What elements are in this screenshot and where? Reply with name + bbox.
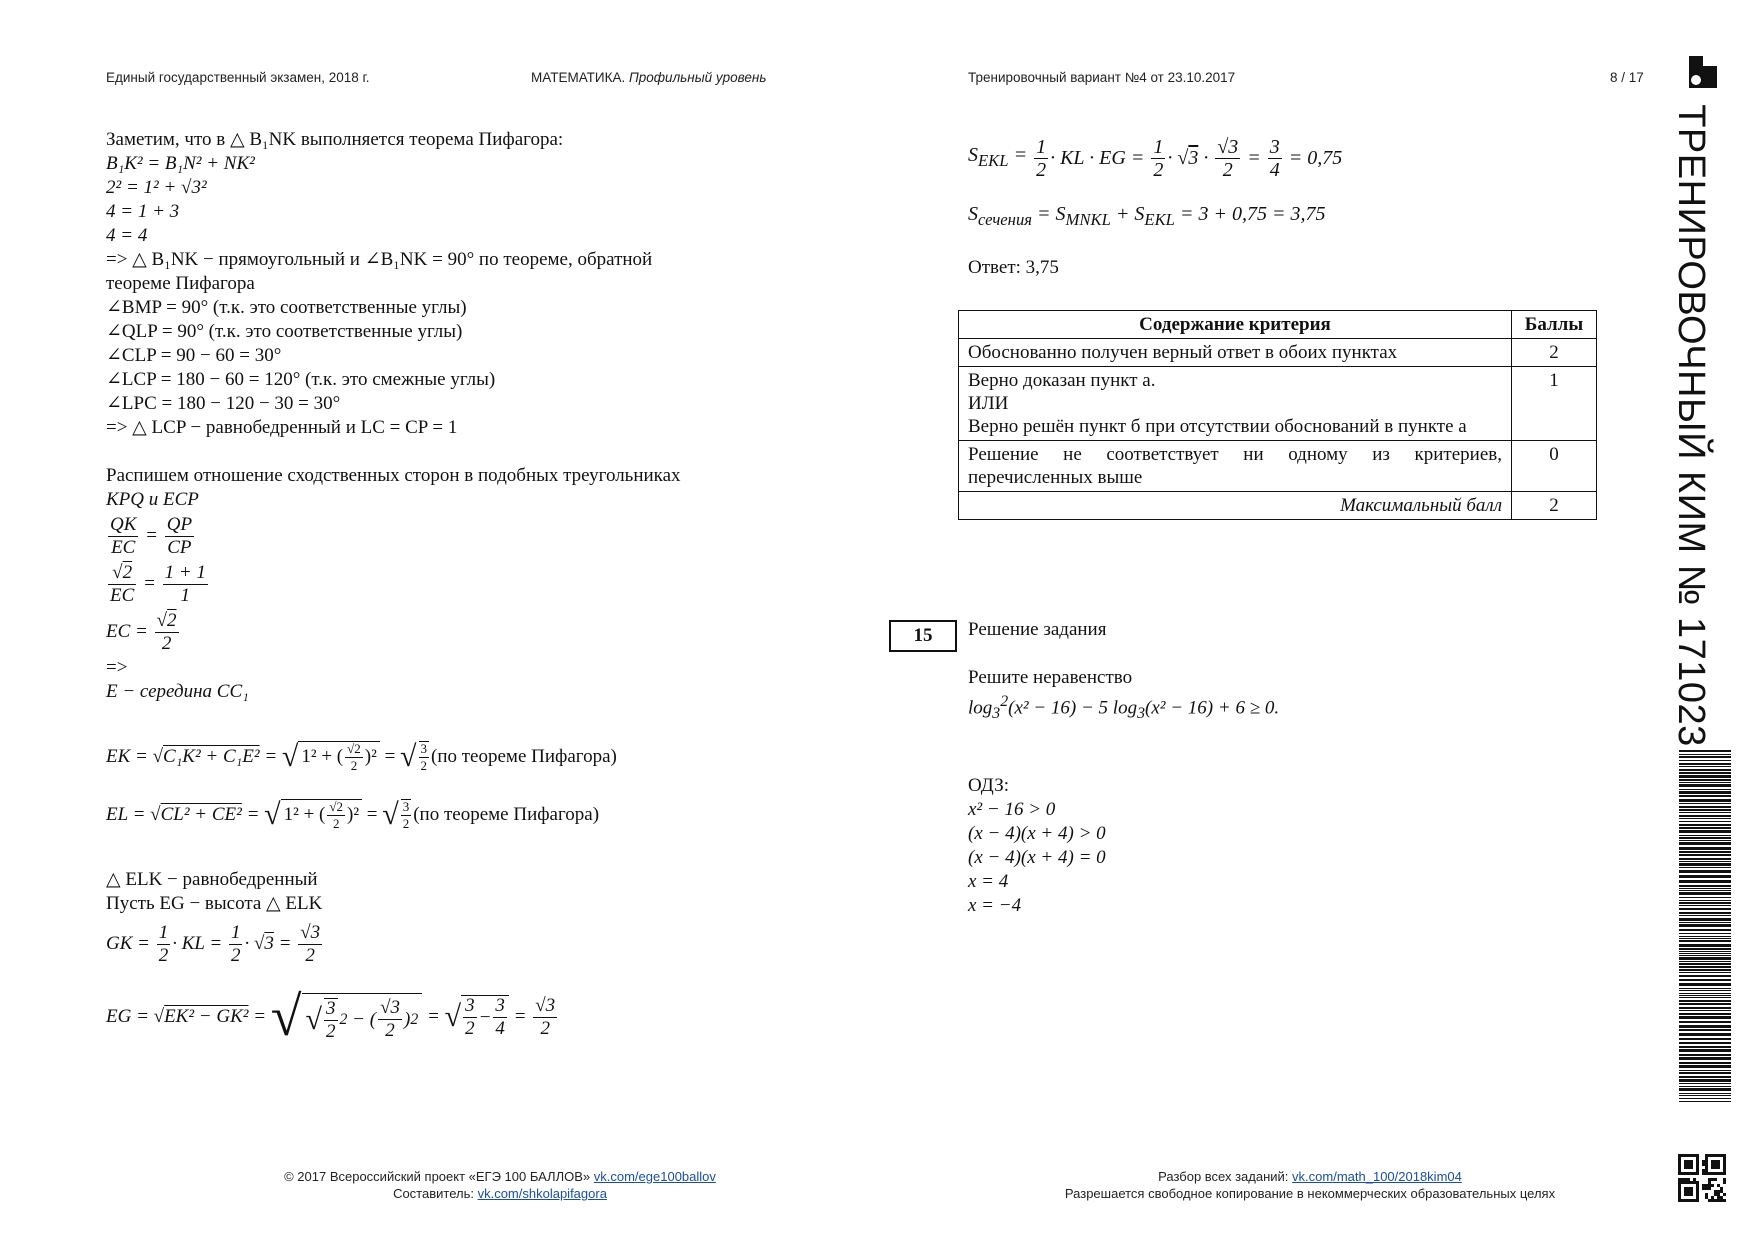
side-title	[1650, 103, 1730, 747]
frac-1-2-gk2: $\frac{1}{2}$	[230, 921, 241, 966]
ratio-eq-3: EC = $\frac{√2}{2}$	[106, 609, 177, 654]
footer-analysis-link[interactable]: vk.com/math_100/2018kim04	[1292, 1169, 1462, 1184]
eq-eg: EG = √EK² − GK² = √ √ $\frac{3}{2}$ 2 − ( $\frac{√3}{2}$ ) 2 = √ $\frac{3}{2}$ − $\frac{3}{4}$ = $\frac{√3}{2}$	[106, 986, 556, 1048]
ratio-triangles: KPQ и ECP	[106, 489, 199, 510]
right-column	[968, 128, 1608, 280]
odz-label: ОДЗ:	[968, 775, 1010, 797]
angle-clp: ∠CLP = 90 − 60 = 30°	[106, 345, 282, 366]
el-note: (по теореме Пифагора)	[413, 804, 600, 825]
header-subject	[531, 70, 766, 85]
criterion-line-1: Верно доказан пункт а.	[968, 370, 1156, 391]
criterion-line-2: ИЛИ	[968, 393, 1009, 414]
criterion-text: Решение не соответствует ни одному из критериев, перечисленных выше	[959, 441, 1512, 492]
odz-5: x = −4	[968, 895, 1022, 917]
eq-el: EL = √CL² + CE² = √ 1² + ( $\frac{√2}{2}$ )² = √ $\frac{3}{2}$ (по теореме Пифагора)	[106, 798, 600, 831]
footer-copyright-text: © 2017 Всероссийский проект «ЕГЭ 100 БАЛЛОВ»	[284, 1169, 591, 1184]
task-inequality: $\log_3^2(x^2 - 16) - 5$ $\log_3(x^2 - 16) + 6 \ge 0$.	[968, 693, 1280, 723]
eq-gk: GK = $\frac{1}{2}$ · KL = $\frac{1}{2}$ · √3 = $\frac{√3}{2}$	[106, 921, 321, 966]
side-title-text: ТРЕНИРОВОЧНЫЙ КИМ № 171023	[1669, 103, 1712, 747]
footer-author	[180, 1185, 820, 1202]
frac-3-4-eg: $\frac{3}{4}$	[495, 995, 505, 1039]
frac-3-2-eg2: $\frac{3}{2}$	[465, 995, 475, 1039]
table-header	[959, 311, 1597, 339]
criterion-text: Обоснованно получен верный ответ в обоих пунктах	[959, 339, 1512, 367]
frac-3-2-ek: $\frac{3}{2}$	[420, 741, 427, 773]
criterion-text	[959, 367, 1512, 441]
left-column	[106, 128, 766, 1062]
odz-4: x = 4	[968, 871, 1009, 893]
frac-sqrt3-2-eg: $\frac{√3}{2}$	[380, 997, 401, 1041]
frac-qk-ec: $\frac{QK}{EC}$	[110, 513, 137, 558]
conclusion-right-triangle-cont: теореме Пифагора	[106, 273, 255, 294]
isosceles-lcp: => △ LCP − равнобедренный и LC = CP = 1	[106, 417, 458, 438]
criterion-points: 1	[1512, 367, 1597, 441]
footer-license: Разрешается свободное копирование в некоммерческих образовательных целях	[1064, 1186, 1556, 1201]
table-row	[959, 367, 1597, 441]
frac-sqrt2-2-ek: $\frac{√2}{2}$	[347, 741, 361, 773]
frac-1-2-s2: $\frac{1}{2}$	[1153, 135, 1164, 181]
table-row	[959, 339, 1597, 367]
task-15	[968, 618, 1608, 918]
frac-sqrt2-2-el: $\frac{√2}{2}$	[329, 799, 344, 831]
odz-2: (x − 4)(x + 4) > 0	[968, 823, 1106, 845]
elk-isosceles: △ ELK − равнобедренный	[106, 869, 318, 890]
frac-1-2-s1: $\frac{1}{2}$	[1036, 135, 1047, 181]
frac-1-2-gk1: $\frac{1}{2}$	[158, 921, 169, 966]
criteria-table	[958, 310, 1597, 520]
header-level: Профильный уровень	[628, 70, 767, 85]
header-page: 8 / 17	[1610, 70, 1644, 85]
footer-author-link[interactable]: vk.com/shkolapifagora	[477, 1186, 607, 1201]
implication: =>	[106, 657, 128, 678]
footer-ege-link[interactable]: vk.com/ege100ballov	[593, 1169, 716, 1184]
table-row	[959, 441, 1597, 492]
footer-author-text: Составитель:	[393, 1186, 474, 1201]
ratio-eq-2: $\frac{√2}{EC}$ = $\frac{1 + 1}{1}$	[110, 561, 206, 606]
eq-b1k: B₁K² = B₁N² + NK²	[106, 153, 255, 174]
max-points: 2	[1512, 492, 1597, 520]
qr-code-icon	[1678, 1154, 1726, 1202]
eq-2sq: 2² = 1² + √3²	[106, 177, 207, 198]
header-points: Баллы	[1512, 311, 1597, 339]
frac-1plus1-1: $\frac{1 + 1}{1}$	[164, 561, 206, 606]
footer-analysis-text: Разбор всех заданий:	[1158, 1169, 1289, 1184]
angle-lcp: ∠LCP = 180 − 60 = 120° (т.к. это смежные углы)	[106, 369, 496, 390]
criterion-line-3: Верно решён пункт б при отсутствии обоснований в пункте а	[968, 416, 1467, 437]
footer-copyright	[180, 1168, 820, 1185]
e-midpoint: E − середина CC₁	[106, 681, 249, 702]
barcode-icon	[1679, 750, 1731, 1102]
frac-3-2-eg: $\frac{3}{2}$	[326, 997, 336, 1042]
max-label: Максимальный балл	[959, 492, 1512, 520]
eq-ssection: $S_{сечения} = S_{MNKL} + S_{EKL} = 3 + 0,75 = 3,75$	[968, 203, 1326, 229]
header-variant: Тренировочный вариант №4 от 23.10.2017	[968, 70, 1236, 85]
footer-left	[180, 1168, 820, 1202]
task-statement: Решите неравенство	[968, 667, 1133, 688]
table-row-max	[959, 492, 1597, 520]
header-criterion: Содержание критерия	[959, 311, 1512, 339]
ege-logo-icon	[1689, 56, 1717, 88]
answer: Ответ: 3,75	[968, 257, 1059, 278]
frac-sqrt3-2-s: $\frac{√3}{2}$	[1217, 135, 1239, 181]
frac-sqrt3-2-eg-res: $\frac{√3}{2}$	[535, 994, 556, 1039]
frac-sqrt3-2-gk: $\frac{√3}{2}$	[300, 921, 321, 966]
angle-lpc: ∠LPC = 180 − 120 − 30 = 30°	[106, 393, 341, 414]
eq-ek: EK = √C₁K² + C₁E² = √ 1² + ( $\frac{√2}{2}$ )² = √ $\frac{3}{2}$ (по теореме Пифагора)	[106, 740, 617, 773]
eg-height: Пусть EG − высота △ ELK	[106, 893, 323, 914]
odz-1: x² − 16 > 0	[968, 799, 1056, 821]
odz-3: (x − 4)(x + 4) = 0	[968, 847, 1106, 869]
angle-bmp: ∠BMP = 90° (т.к. это соответственные углы)	[106, 297, 467, 318]
conclusion-right-triangle: => △ B₁NK − прямоугольный и ∠B₁NK = 90° по теореме, обратной	[106, 249, 653, 270]
ratio-eq-1: $\frac{QK}{EC}$ = $\frac{QP}{CP}$	[110, 513, 193, 558]
criterion-points: 2	[1512, 339, 1597, 367]
frac-sqrt2-2: $\frac{√2}{2}$	[156, 609, 177, 654]
task-title: Решение задания	[968, 619, 1107, 640]
note-pythagoras: Заметим, что в △ B₁NK выполняется теорема Пифагора:	[106, 129, 564, 150]
frac-3-2-el: $\frac{3}{2}$	[402, 799, 410, 831]
footer-right	[1000, 1168, 1620, 1202]
footer-analysis	[1000, 1168, 1620, 1185]
criterion-points: 0	[1512, 441, 1597, 492]
ratio-intro: Распишем отношение сходственных сторон в подобных треугольниках	[106, 465, 681, 486]
frac-3-4-s: $\frac{3}{4}$	[1269, 135, 1280, 181]
eq-4-4: 4 = 4	[106, 225, 148, 246]
ek-note: (по теореме Пифагора)	[431, 746, 617, 767]
frac-sqrt2-ec: $\frac{√2}{EC}$	[110, 561, 135, 606]
task-number: 15	[889, 620, 957, 652]
header-exam: Единый государственный экзамен, 2018 г.	[106, 70, 370, 85]
eq-4-1-3: 4 = 1 + 3	[106, 201, 180, 222]
eq-sekl: $S_{EKL}$ = $\frac{1}{2}$ · KL · EG = $\frac{1}{2}$ · √3 · $\frac{√3}{2}$ = $\frac{3}{4}$ = 0,75	[968, 135, 1343, 181]
header-subject-name: МАТЕМАТИКА.	[531, 70, 626, 85]
frac-qp-cp: $\frac{QP}{CP}$	[166, 513, 193, 558]
angle-qlp: ∠QLP = 90° (т.к. это соответственные углы)	[106, 321, 463, 342]
